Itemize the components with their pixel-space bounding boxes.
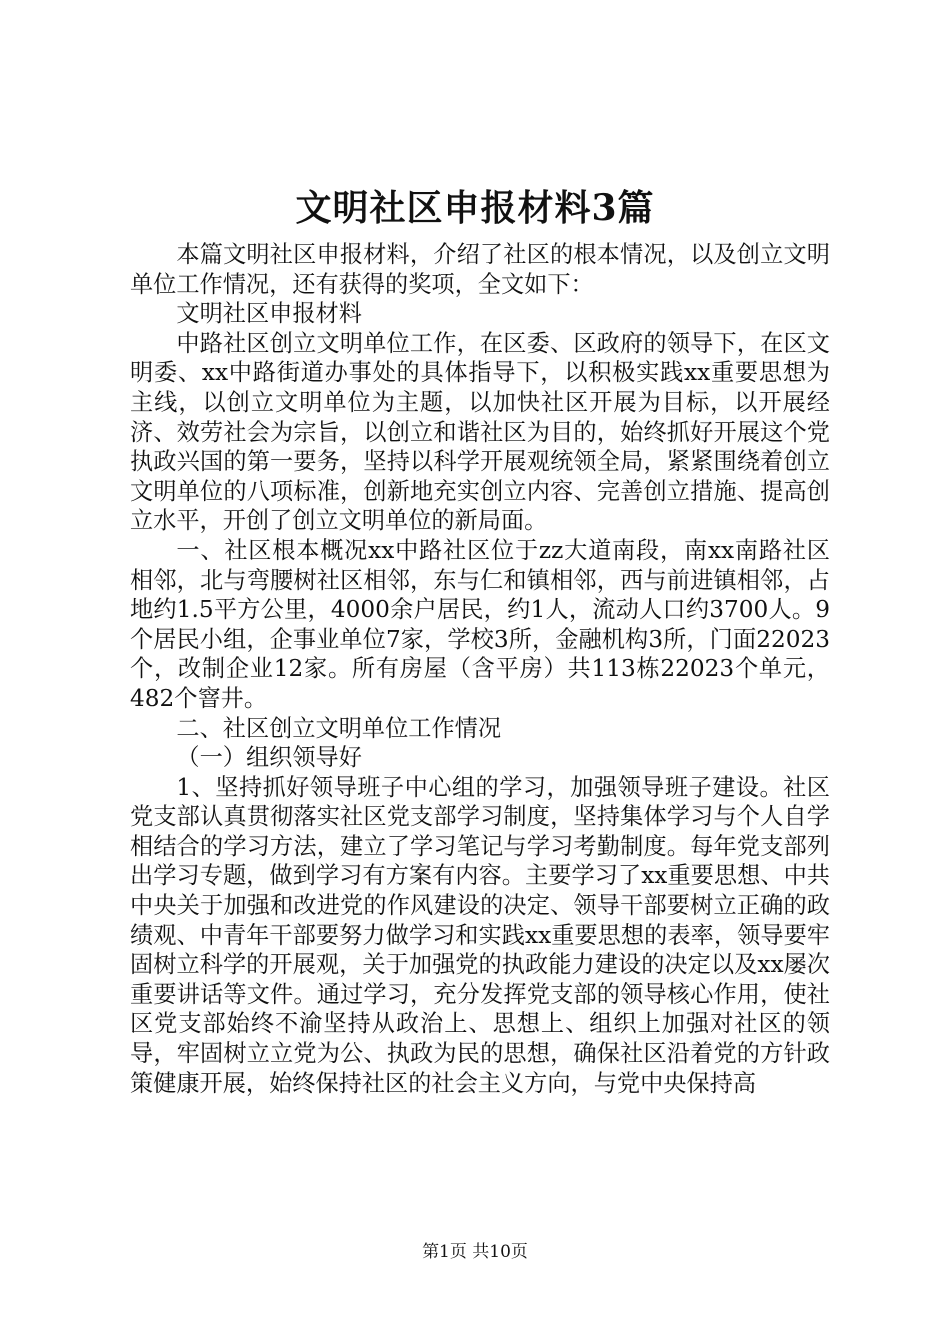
paragraph-intro: 本篇文明社区申报材料，介绍了社区的根本情况，以及创立文明单位工作情况，还有获得的奖项，全文如下： bbox=[130, 241, 830, 298]
document-body bbox=[130, 240, 830, 1098]
paragraph-subsection-heading: （一）组织领导好 bbox=[176, 744, 362, 772]
paragraph-subtitle: 文明社区申报材料 bbox=[176, 300, 362, 328]
paragraph-basic-situation: 一、社区根本概况xx中路社区位于zz大道南段，南xx南路社区相邻，北与弯腰树社区相邻，东与仁和镇相邻，西与前进镇相邻，占地约1.5平方公里，4000余户居民，约1人，流动人口约3700人。9个居民小组，企事业单位7家，学校3所，金融机构3所，门面22023个，改制企业12家。所有房屋（含平房）共113栋22023个单元，482个窨井。 bbox=[130, 536, 830, 712]
paragraph-leadership-study: 1、坚持抓好领导班子中心组的学习，加强领导班子建设。社区党支部认真贯彻落实社区党支部学习制度，坚持集体学习与个人自学相结合的学习方法，建立了学习笔记与学习考勤制度。每年党支部列出学习专题，做到学习有方案有内容。主要学习了xx重要思想、中共中央关于加强和改进党的作风建设的决定、领导干部要树立正确的政绩观、中青年干部要努力做学习和实践xx重要思想的表率，领导要牢固树立科学的开展观，关于加强党的执政能力建设的决定以及xx屡次重要讲话等文件。通过学习，充分发挥党支部的领导核心作用，使社区党支部始终不渝坚持从政治上、思想上、组织上加强对社区的领导，牢固树立立党为公、执政为民的思想，确保社区沿着党的方针政策健康开展，始终保持社区的社会主义方向，与党中央保持高 bbox=[130, 773, 830, 1097]
page-number-footer: 第1页 共10页 bbox=[422, 1242, 528, 1262]
paragraph-section-heading: 二、社区创立文明单位工作情况 bbox=[176, 714, 502, 742]
document-title: 文明社区申报材料3篇 bbox=[295, 187, 655, 229]
paragraph-overview: 中路社区创立文明单位工作，在区委、区政府的领导下，在区文明委、xx中路街道办事处的具体指导下，以积极实践xx重要思想为主线，以创立文明单位为主题，以加快社区开展为目标，以开展经济、效劳社会为宗旨，以创立和谐社区为目的，始终抓好开展这个党执政兴国的第一要务，坚持以科学开展观统领全局，紧紧围绕着创立文明单位的八项标准，创新地充实创立内容、完善创立措施、提高创立水平，开创了创立文明单位的新局面。 bbox=[130, 329, 830, 535]
